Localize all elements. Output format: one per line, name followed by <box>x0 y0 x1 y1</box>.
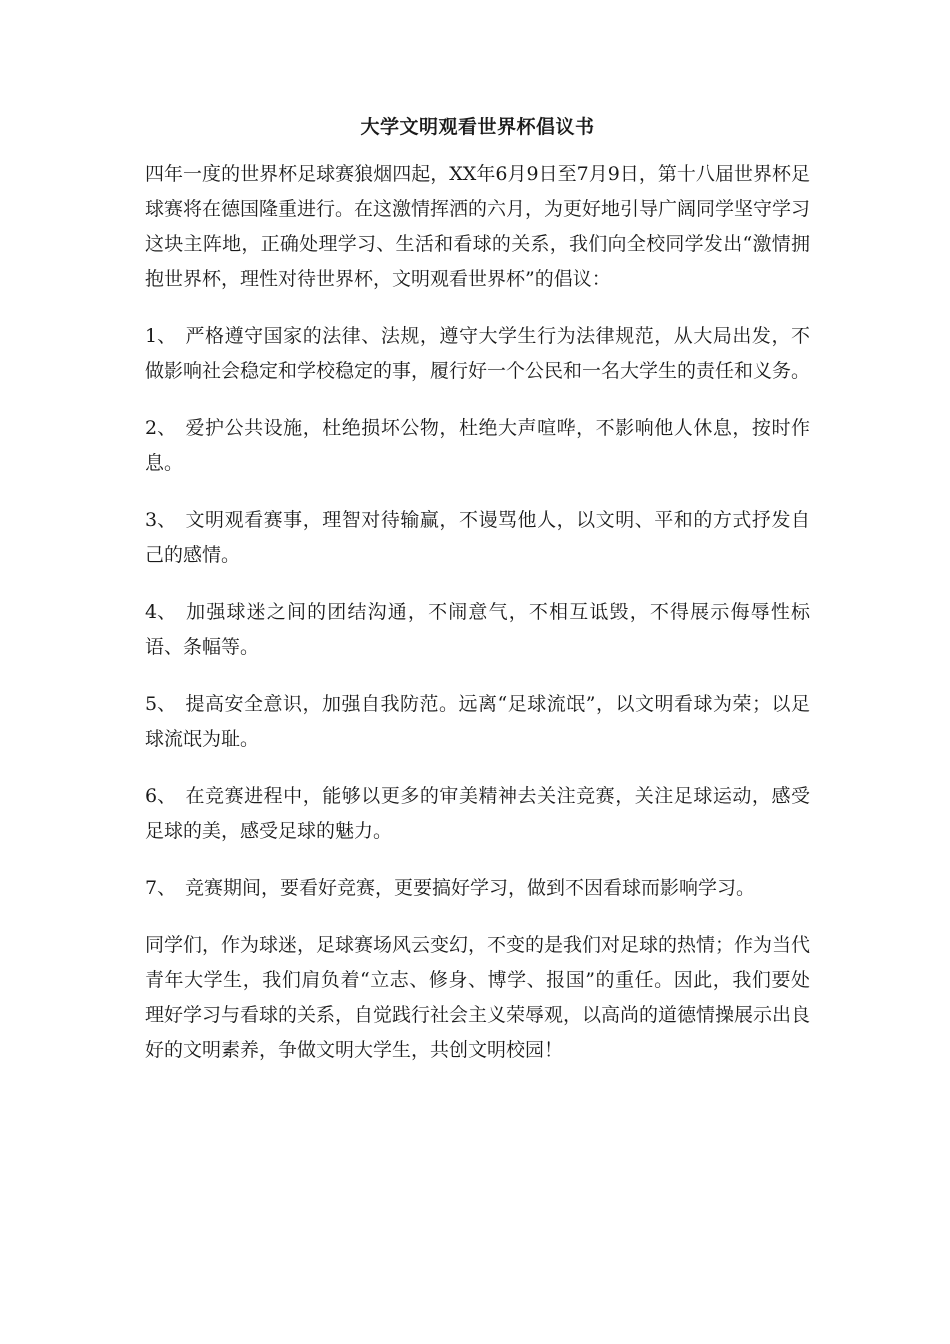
item-text: 在竞赛进程中，能够以更多的审美精神去关注竞赛，关注足球运动，感受足球的美，感受足球的魅力。 <box>145 785 810 842</box>
document-page <box>145 112 810 1090</box>
closing-paragraph: 同学们，作为球迷，足球赛场风云变幻，不变的是我们对足球的热情；作为当代青年大学生，我们肩负着“立志、修身、博学、报国”的重任。因此，我们要处理好学习与看球的关系，自觉践行社会主义荣辱观，以高尚的道德情操展示出良好的文明素养，争做文明大学生，共创文明校园！ <box>145 934 811 1061</box>
item-text: 竞赛期间，要看好竞赛，更要搞好学习，做到不因看球而影响学习。 <box>185 877 756 899</box>
item-text: 文明观看赛事，理智对待输赢，不谩骂他人，以文明、平和的方式抒发自己的感情。 <box>145 509 810 566</box>
proposal-item-4 <box>145 595 810 665</box>
proposal-item-6 <box>145 779 810 849</box>
proposal-item-5 <box>145 687 810 757</box>
item-number: 4、 <box>145 601 177 623</box>
item-text: 加强球迷之间的团结沟通，不闹意气，不相互诋毁，不得展示侮辱性标语、条幅等。 <box>145 601 810 658</box>
item-text: 爱护公共设施，杜绝损坏公物，杜绝大声喧哗，不影响他人休息，按时作息。 <box>145 417 810 474</box>
proposal-item-2 <box>145 411 810 481</box>
proposal-item-3 <box>145 503 810 573</box>
document-title: 大学文明观看世界杯倡议书 <box>360 116 595 138</box>
item-text: 严格遵守国家的法律、法规，遵守大学生行为法律规范，从大局出发，不做影响社会稳定和学校稳定的事，履行好一个公民和一名大学生的责任和义务。 <box>145 325 811 382</box>
item-number: 2、 <box>145 417 177 439</box>
proposal-item-1 <box>145 319 810 389</box>
intro-paragraph: 四年一度的世界杯足球赛狼烟四起，XX年6月9日至7月9日，第十八届世界杯足球赛将在德国隆重进行。在这激情挥洒的六月，为更好地引导广阔同学坚守学习这块主阵地，正确处理学习、生活和看球的关系，我们向全校同学发出“激情拥抱世界杯，理性对待世界杯，文明观看世界杯”的倡议： <box>145 163 811 290</box>
item-number: 7、 <box>145 877 177 899</box>
proposal-item-7 <box>145 871 810 906</box>
item-number: 1、 <box>145 325 177 347</box>
item-number: 3、 <box>145 509 177 531</box>
item-number: 6、 <box>145 785 177 807</box>
item-text: 提高安全意识，加强自我防范。远离“足球流氓”，以文明看球为荣；以足球流氓为耻。 <box>145 693 810 750</box>
item-number: 5、 <box>145 693 177 715</box>
